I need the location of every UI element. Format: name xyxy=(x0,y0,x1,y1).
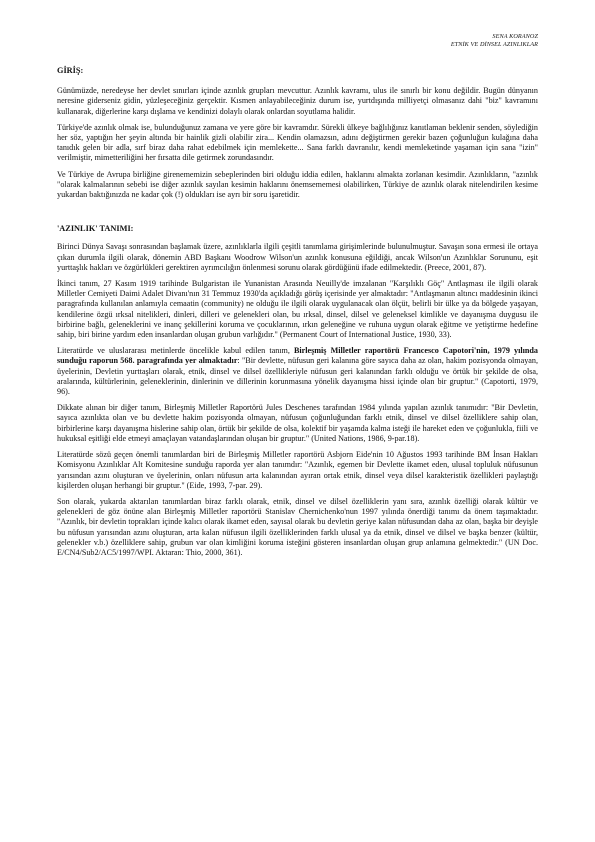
paragraph: Dikkate alınan bir diğer tanım, Birleşmiş Milletler Raportörü Jules Deschenes tarafından 1984 yılında yapılan azınlık tanımıdır: "Bir Devletin, sayıca azınlıkta olan ve bu devlette hakim pozisyonda olmayan, nüfusun çoğunluğundan farklı etnik, dinsel ve dilsel özelliklere sahip olan, birbirlerine karşı dayanışma hislerine sahip olan, örtük bir şekilde de olsa, kolektif bir yaşamda kalma isteği ile hareket eden ve çoğunlukla, fiili ve hukuksal eşitliği elde etmeyi amaçlayan vatandaşlarından oluşan bir gruptur." (United Nations, 1986, 9-par.18). xyxy=(57,403,538,443)
header-author: SENA KORANOZ xyxy=(492,33,538,40)
paragraph: Türkiye'de azınlık olmak ise, bulunduğunuz zamana ve yere göre bir kavramdır. Sürekli ülkeye bağlılığınız kanıtlaman beklenir senden, söylediğin her söz, yaptığın her şeyin altında bir hainlik gizli olabilir zira... Kendin olamazsın, adını değiştirmen gerekir bazen çoğunluğun kulağına daha tanıdık gelen bir adla, sırf biraz daha rahat edebilmek için memlekette... Sana farklı davranılır, kendi memleketinde yaşaman için sana "izin" verilmiştir, mimetteriliğini her fırsatta dile getirmek zorundasındır. xyxy=(57,122,538,163)
paragraph: Son olarak, yukarda aktarılan tanımlardan biraz farklı olarak, etnik, dinsel ve dilsel özelliklerin yanı sıra, azınlık özelliği olarak kültür ve gelenekleri de göz önüne alan Birleşmiş Milletler raportörü Stanislav Chernichenko'nun 1997 yılında önerdiği tanımı da önem taşımaktadır. "Azınlık, bir devletin toprakları içinde kalıcı olarak ikamet eden, sayısal olarak bu devletin geriye kalan nüfusundan daha az olan, başka bir deyişle bu nüfusun yarısından azını oluşturan, arta kalan nüfusun ilgili özelliklerinden farklı ulusal ya da etnik, dinsel ve dilsel ve başka benzer (kültür, gelenekler v.b.) özelliklere sahip, grubun var olan kimliğini koruma isteğini gösteren insanlardan oluşan grup anlamına gelmektedir." (UN Doc. E/CN4/Sub2/AC5/1997/WPI. Aktaran: Thio, 2000, 361). xyxy=(57,496,538,557)
section-heading-azinlik-tanimi: 'AZINLIK' TANIMI: xyxy=(57,224,134,234)
paragraph: Literatürde sözü geçen önemli tanımlardan biri de Birleşmiş Milletler raportörü Asbjorn Eide'nin 10 Ağustos 1993 tarihinde BM İnsan Hakları Komisyonu Azınlıklar Alt Komitesine sunduğu raporda yer alan tanımdır: "Azınlık, egemen bir Devlette ikamet eden, ulusal topluluk nüfusunun yarısından azını oluşturan ve üyelerinin, onları nüfusun arta kalanından ayıran ortak etnik, dinsel veya dilsel karakteristik özellikleri paylaştığı kişilerden oluşan herhangi bir gruptur." (Eide, 1993, 7-par. 29). xyxy=(57,450,538,490)
header-subtitle: ETNİK VE DİNSEL AZINLIKLAR xyxy=(450,41,538,48)
paragraph-text: : "Bir devlette, nüfusun geri kalanına göre sayıca daha az olan, hakim pozisyonda olmayan, üyelerinin, Devletin yurttaşları olarak, etnik, dinsel ve dilsel özellikleriyle nüfusun geri kalanından farklı olduğu ve örtük bir şekilde de olsa, aralarında, kültürlerinin, geleneklerinin, dinlerinin ve dillerinin korunmasına yönelik dayanışma hissi içinde olan bir gruptur." (Capotorti, 1979, 96). xyxy=(57,356,538,397)
document-body xyxy=(57,66,538,564)
section-heading-giris: GİRİŞ: xyxy=(57,66,84,75)
paragraph xyxy=(57,346,538,397)
paragraph-text: Literatürde ve uluslararası metinlerde öncelikle kabul edilen tanım, xyxy=(57,346,294,356)
bold-emphasis: Birleşmiş Milletler raportörü Francesco Capotori'nin, 1979 yılında sunduğu raporun 568. paragrafında yer almaktadır xyxy=(57,346,538,366)
running-header xyxy=(451,33,538,49)
paragraph: İkinci tanım, 27 Kasım 1919 tarihinde Bulgaristan ile Yunanistan Arasında Neuilly'de imzalanan "Karşılıklı Göç" Antlaşması ile ilgili olarak Milletler Cemiyeti Daimi Adalet Divanı'nın 31 Temmuz 1930'da açıkladığı görüş içerisinde yer almaktadır: "Antlaşmanın altıncı maddesinin ikinci paragrafında kullanılan anlamıyla cemaatin (community) ne olduğu ile ilgili olarak uygulanacak olan ölçüt, belirli bir ülke ya da bölgede yaşayan, kendilerine özgü ırksal nitelikleri, dinleri, dilleri ve gelenekleri olan, bu ırksal, dinsel, dilsel ve geleneksel kimlikle ve dayanışma duygusu ile birbirine bağlı, geleneklerini ve inanç şekillerini koruma ve çocuklarının, ırkın geleneğine ve ruhuna uygun olarak eğitme ve yetiştirme hedefine sahip, biri birine yardım eden insanlardan oluşan grubun varlığıdır." (Permanent Court of International Justice, 1930, 33). xyxy=(57,279,538,340)
paragraph: Ve Türkiye de Avrupa birliğine girenememizin sebeplerinden biri olduğu iddia edilen, haklarını almakta zorlanan kesimdir. Azınlıkların, "azınlık "olarak kalmalarının sebebi ise diğer azınlık sayılan kesimin haklarını önemsememesi olabilirken, Türkiye de azınlık olarak nitelendirilen kesime yukardan baktığınızda ne kadar çok (!) oldukları ise ayrı bir soru işaretidir. xyxy=(57,169,538,200)
paragraph: Günümüzde, neredeyse her devlet sınırları içinde azınlık grupları mevcuttur. Azınlık kavramı, ulus ile sınırlı bir konu değildir. Bugün dünyanın neresine giderseniz gidin, yüzleşeceğiniz gerçektir. Kısmen anlayabileceğiniz durum ise, yurtdışında milliyetçi olmasanız dahi "biz" kavramını kullanarak, diğerlerine karşı dışlama ve kendinizi dolaylı olarak onlardan soyutlama halidir. xyxy=(57,86,538,116)
paragraph: Birinci Dünya Savaşı sonrasından başlamak üzere, azınlıklarla ilgili çeşitli tanımlama girişimlerinde bulunulmuştur. Savaşın sona ermesi ile ortaya çıkan durumla ilgili olarak, dönemin ABD Başkanı Woodrow Wilson'un azınlık konusuna eğildiği, ancak Wilson'un Azınlıklar Sorununu, eşit yurttaşlık hakları ve özgürlükleri gerektiren ayrımcılığın önlenmesi sorunu olarak gördüğünü ifade edilmektedir. (Preece, 2001, 87). xyxy=(57,242,538,272)
